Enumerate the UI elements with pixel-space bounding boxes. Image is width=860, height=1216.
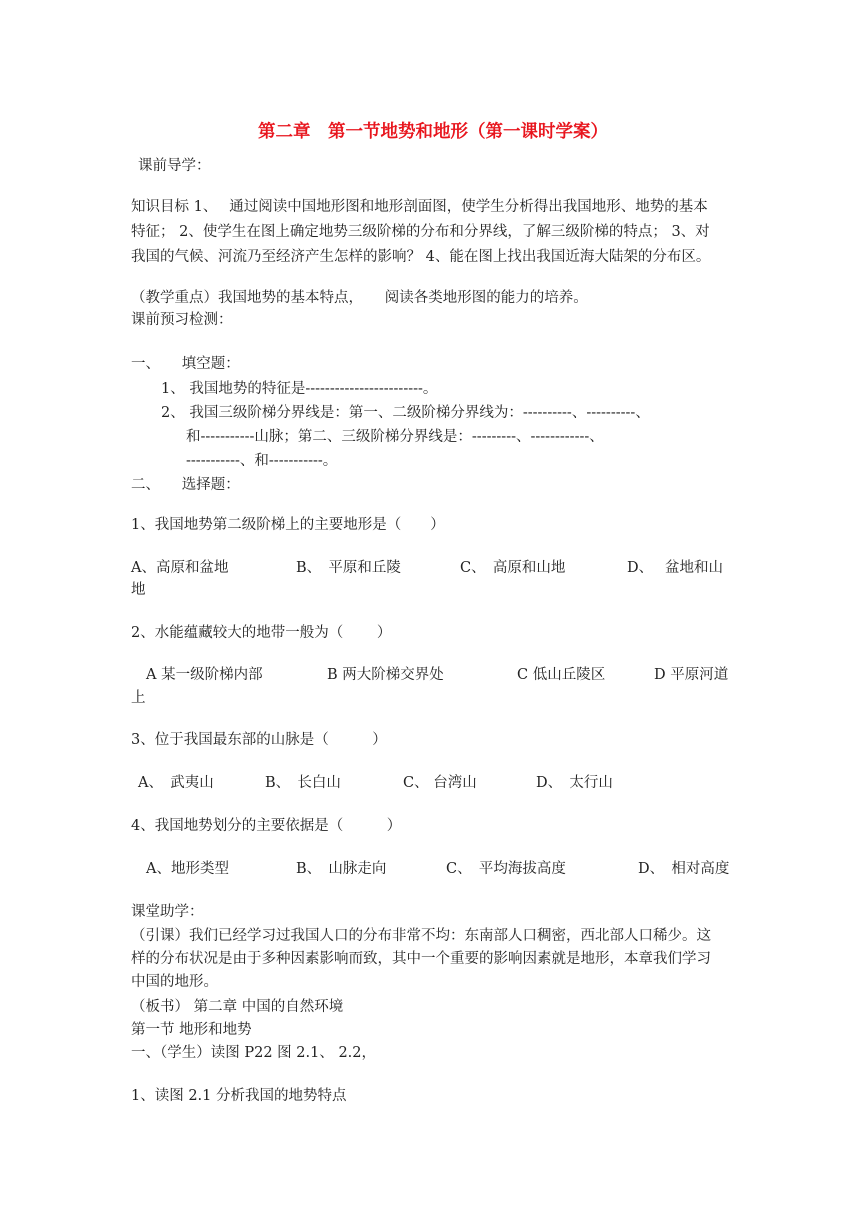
task-1: 1、读图 2.1 分析我国的地势特点 (131, 1088, 347, 1104)
preview-check-heading: 课前预习检测： (131, 312, 233, 328)
choice-q2-option-b: B 两大阶梯交界处 (327, 667, 444, 683)
choice-q3-option-d: D、 太行山 (536, 775, 613, 791)
student-reading: 一、（学生）读图 P22 图 2.1、 2.2， (131, 1045, 377, 1061)
choice-q4-option-b: B、 山脉走向 (296, 861, 387, 877)
section-title: 第一节 地形和地势 (131, 1022, 252, 1038)
choice-q4-stem: 4、我国地势划分的主要依据是（ ） (131, 818, 402, 834)
choice-q1-stem: 1、我国地势第二级阶梯上的主要地形是（ ） (131, 517, 445, 533)
goals-line-1: 知识目标 1、 通过阅读中国地形图和地形剖面图，使学生分析得出我国地形、地势的基本 (131, 199, 708, 215)
choice-q1-option-b: B、 平原和丘陵 (296, 560, 401, 576)
board-note: （板书） 第二章 中国的自然环境 (131, 999, 344, 1015)
choice-q4-option-d: D、 相对高度 (638, 861, 730, 877)
page-title: 第二章 第一节地势和地形（第一课时学案） (258, 122, 608, 142)
choice-q3-option-a: A、 武夷山 (138, 775, 214, 791)
choice-q2-option-d: D 平原河道 (654, 667, 729, 683)
pre-guide-heading: 课前导学： (138, 158, 211, 174)
fill-blank-q2-line1: 2、 我国三级阶梯分界线是：第一、二级阶梯分界线为：----------、----------、 (161, 405, 650, 421)
choice-q2-option-a: A 某一级阶梯内部 (146, 667, 263, 683)
choice-q3-option-c: C、 台湾山 (403, 775, 477, 791)
choice-heading: 二、 选择题： (131, 477, 240, 493)
key-point: （教学重点）我国地势的基本特点， 阅读各类地形图的能力的培养。 (131, 290, 588, 306)
choice-q3-option-b: B、 长白山 (265, 775, 341, 791)
choice-q2-option-c: C 低山丘陵区 (517, 667, 606, 683)
choice-q1-option-a: A、高原和盆地 (131, 560, 229, 576)
fill-blank-q2-line3: -----------、和-----------。 (186, 453, 338, 469)
class-help-heading: 课堂助学： (131, 904, 204, 920)
choice-q4-option-a: A、地形类型 (146, 861, 229, 877)
goals-line-3: 我国的气候、河流乃至经济产生怎样的影响？ 4、能在图上找出我国近海大陆架的分布区。 (131, 249, 711, 265)
intro-line-1: （引课）我们已经学习过我国人口的分布非常不均：东南部人口稠密，西北部人口稀少。这 (131, 928, 711, 944)
intro-line-3: 中国的地形。 (131, 974, 218, 990)
fill-blank-heading: 一、 填空题： (131, 356, 240, 372)
intro-line-2: 样的分布状况是由于多种因素影响而致，其中一个重要的影响因素就是地形，本章我们学习 (131, 951, 711, 967)
choice-q4-option-c: C、 平均海拔高度 (446, 861, 566, 877)
choice-q3-stem: 3、位于我国最东部的山脉是（ ） (131, 732, 387, 748)
choice-q2-wrap: 上 (131, 690, 146, 706)
choice-q1-wrap: 地 (131, 582, 146, 598)
fill-blank-q1: 1、 我国地势的特征是------------------------。 (161, 381, 438, 397)
choice-q1-option-c: C、 高原和山地 (460, 560, 566, 576)
goals-line-2: 特征； 2、使学生在图上确定地势三级阶梯的分布和分界线，了解三级阶梯的特点； 3、对 (131, 224, 710, 240)
choice-q1-option-d: D、 盆地和山 (627, 560, 723, 576)
choice-q2-stem: 2、水能蕴藏较大的地带一般为（ ） (131, 625, 392, 641)
fill-blank-q2-line2: 和-----------山脉；第二、三级阶梯分界线是：---------、------------、 (186, 429, 604, 445)
